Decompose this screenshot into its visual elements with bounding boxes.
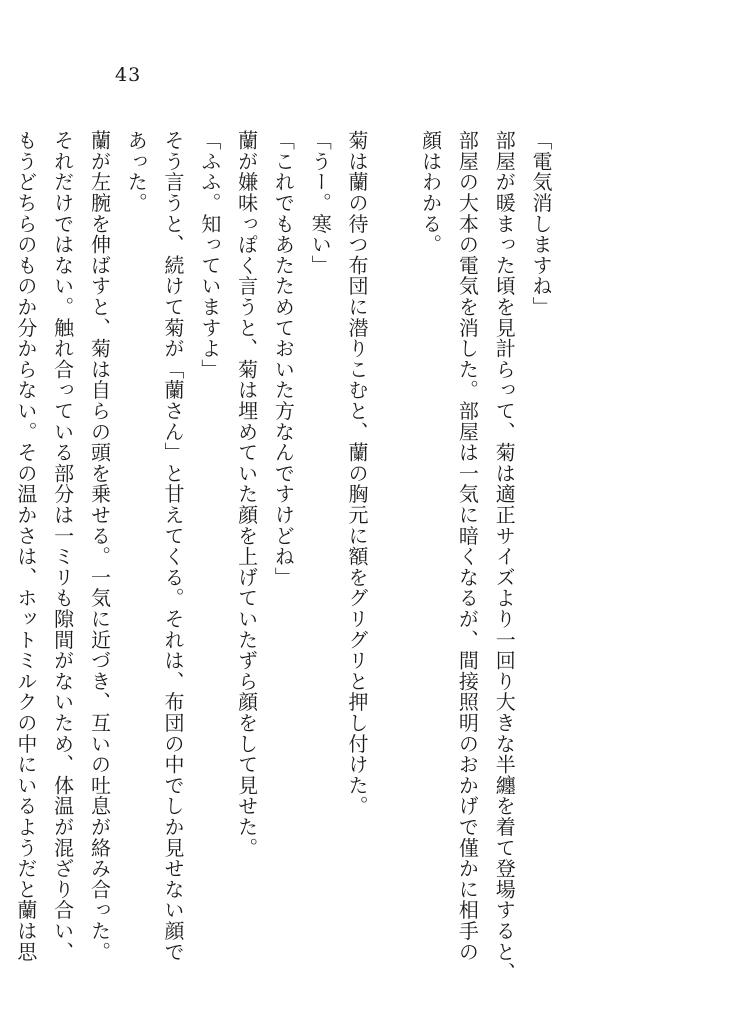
body-text (7, 130, 559, 983)
text-line: 顔はわかる。 (418, 130, 443, 255)
text-line: あった。 (124, 130, 149, 214)
text-line: 蘭が左腕を伸ばすと、菊は自らの頭を乗せる。一気に近づき、互いの吐息が絡み合った。 (87, 130, 112, 962)
text-line: 部屋が暖まった頃を見計らって、菊は適正サイズより一回り大きな半纏を着て登場すると、 (492, 130, 517, 983)
text-line: そう言うと、続けて菊が「蘭さん」と甘えてくる。それは、布団の中でしか見せない顔で (161, 130, 186, 962)
page-number: 43 (115, 64, 142, 86)
text-line: それだけではない。触れ合っている部分は一ミリも隙間がないため、体温が混ざり合い、 (50, 130, 75, 962)
text-line: 「これでもあたためておいた方なんですけどね」 (271, 130, 296, 588)
text-line: 「ふふ。知っていますよ」 (197, 130, 222, 380)
text-line: 「うー。寒い」 (308, 130, 333, 276)
text-line: 菊は蘭の待つ布団に潜りこむと、蘭の胸元に額をグリグリと押し付けた。 (345, 130, 370, 817)
text-line: 「電気消しますね」 (529, 130, 553, 318)
text-line: 部屋の大本の電気を消した。部屋は一気に暗くなるが、間接照明のおかげで僅かに相手の (455, 130, 480, 962)
text-line: 蘭が嫌味っぽく言うと、菊は埋めていた顔を上げていたずら顔をして見せた。 (234, 130, 259, 858)
text-line: もうどちらのものか分からない。その温かさは、ホットミルクの中にいるようだと蘭は思 (13, 130, 38, 962)
